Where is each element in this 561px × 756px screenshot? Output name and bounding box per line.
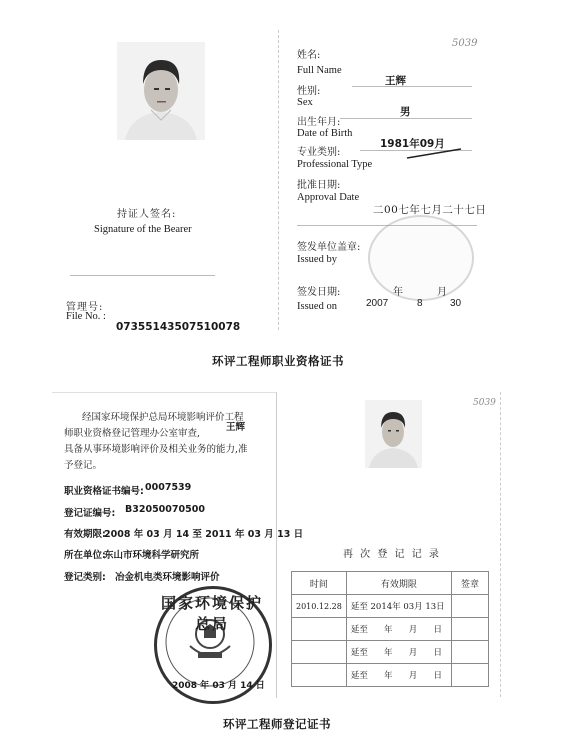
field-line: [352, 86, 472, 87]
table-row: [292, 641, 489, 664]
body-line-3: 具备从事环境影响评价及相关业务的能力,准: [64, 444, 248, 455]
portrait-image: [117, 42, 205, 140]
dob-label-cn: 出生年月:: [297, 117, 341, 128]
issued-on-label-en: Issued on: [297, 301, 337, 312]
issued-year-label: 年: [393, 287, 403, 298]
portrait-image: [365, 400, 422, 468]
approval-date-value: 二00七年七月二十七日: [373, 204, 487, 216]
holder-name: 王辉: [226, 422, 246, 433]
cert-no-value: 0007539: [145, 482, 192, 493]
registration-photo: [365, 400, 422, 468]
table-cell-period: 延至 年 月 日: [346, 641, 451, 664]
management-no-label: 管理号:: [66, 302, 104, 313]
registration-certificate-caption: 环评工程师登记证书: [223, 717, 331, 731]
valid-period-label: 有效期限:: [64, 529, 106, 540]
re-registration-table: [291, 571, 489, 687]
signature-label-en: Signature of the Bearer: [94, 224, 192, 235]
category-value: 冶金机电类环境影响评价: [115, 572, 220, 583]
qualification-certificate-caption: 环评工程师职业资格证书: [212, 354, 344, 368]
table-cell-stamp: [452, 641, 489, 664]
name-label-en: Full Name: [297, 65, 342, 76]
body-line-2: 师职业资格登记管理办公室审查,: [64, 428, 201, 439]
sex-label-en: Sex: [297, 97, 313, 108]
table-cell-period: 延至 年 月 日: [346, 618, 451, 641]
approval-date-label-cn: 批准日期:: [297, 180, 341, 191]
bearer-photo: [117, 42, 205, 140]
page-fold: [278, 30, 279, 330]
professional-type-label-cn: 专业类别:: [297, 147, 341, 158]
name-value: 王辉: [385, 75, 406, 87]
issued-month: 8: [417, 298, 423, 309]
table-cell-time: [292, 641, 347, 664]
issued-on-label-cn: 签发日期:: [297, 287, 341, 298]
seal-text: 国家环境保护总局: [160, 594, 263, 633]
table-header-period: 有效期限: [346, 572, 451, 595]
issued-day: 30: [450, 298, 462, 309]
name-label-cn: 姓名:: [297, 50, 321, 61]
body-line-4: 予登记。: [64, 460, 103, 471]
file-no-label: File No. :: [66, 311, 106, 322]
professional-type-label-en: Professional Type: [297, 159, 373, 170]
reg-no-value: B32050070500: [125, 504, 205, 515]
signature-label-cn: 持证人签名:: [117, 209, 177, 220]
body-line-1: 经国家环境保护总局环境影响评价工程: [82, 412, 244, 423]
table-cell-period: 延至 年 月 日: [346, 664, 451, 687]
sex-value: 男: [400, 106, 411, 118]
corner-handwritten-note: 5039: [452, 38, 478, 49]
table-cell-time: [292, 664, 347, 687]
table-row: [292, 618, 489, 641]
issuer-seal: [368, 215, 474, 301]
table-cell-stamp: [452, 618, 489, 641]
seal-date: 2008 年 03 月 14 日: [172, 681, 265, 691]
registration-body: [64, 410, 274, 474]
table-row: [292, 595, 489, 618]
file-no-value: 07355143507510078: [116, 321, 241, 333]
issued-month-label: 月: [437, 287, 447, 298]
issued-by-label-en: Issued by: [297, 254, 337, 265]
reg-no-label: 登记证编号:: [64, 508, 116, 519]
issued-year: 2007: [366, 298, 389, 309]
category-label: 登记类别:: [64, 572, 106, 583]
table-cell-period: 延至 2014年 03月 13日: [346, 595, 451, 618]
unit-value: 东山市环境科学研究所: [104, 550, 200, 561]
table-cell-stamp: [452, 664, 489, 687]
re-registration-title: 再 次 登 记 记 录: [343, 549, 441, 560]
corner-handwritten-note: 5039: [473, 398, 496, 408]
unit-label: 所在单位:: [64, 550, 106, 561]
valid-period-value: 2008 年 03 月 14 至 2011 年 03 月 13 日: [104, 529, 304, 540]
field-line: [340, 118, 472, 119]
issued-by-label-cn: 签发单位盖章:: [297, 242, 361, 253]
divider: [70, 275, 215, 276]
table-header-time: 时间: [292, 572, 347, 595]
dob-value: 1981年09月: [380, 138, 445, 150]
table-cell-stamp: [452, 595, 489, 618]
table-header-stamp: 签章: [452, 572, 489, 595]
table-cell-time: [292, 618, 347, 641]
dob-label-en: Date of Birth: [297, 128, 353, 139]
professional-type-stroke: [405, 146, 465, 160]
table-row: [292, 664, 489, 687]
approval-date-label-en: Approval Date: [297, 192, 360, 203]
table-cell-time: 2010.12.28: [292, 595, 347, 618]
sex-label-cn: 性别:: [297, 86, 321, 97]
cert-no-label: 职业资格证书编号:: [64, 486, 144, 497]
table-header-row: [292, 572, 489, 595]
